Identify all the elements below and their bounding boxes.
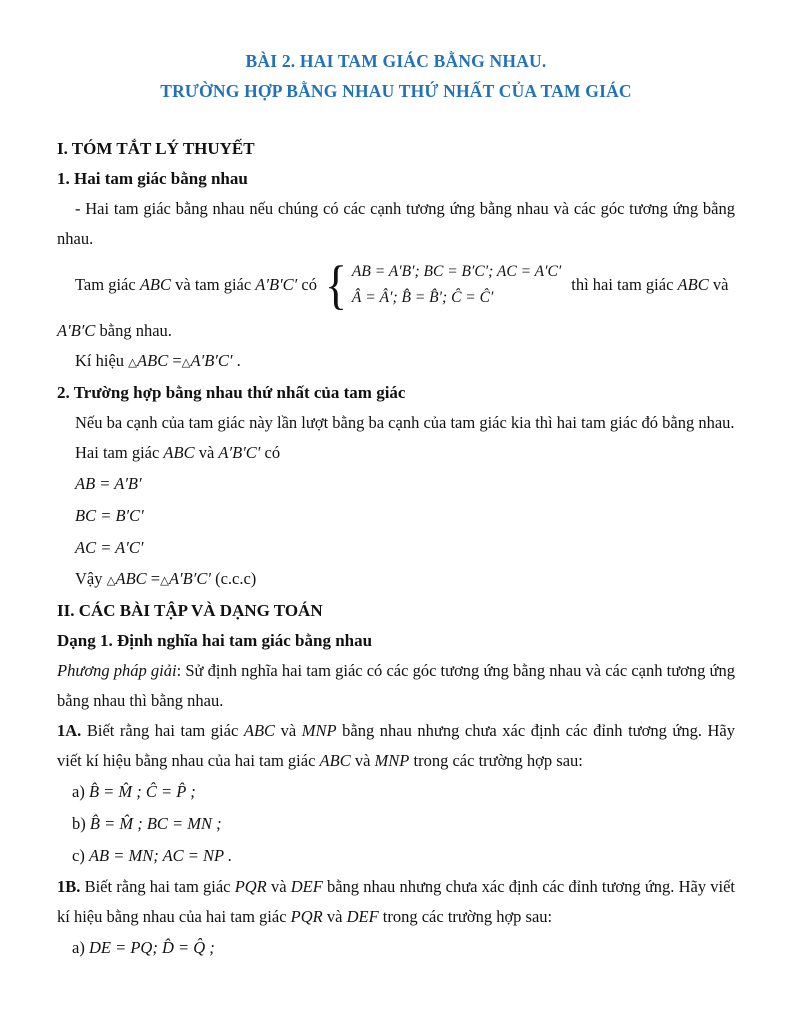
text-run: = xyxy=(146,569,161,588)
text-run: ABC xyxy=(163,443,195,462)
system-tail-text xyxy=(571,275,728,295)
text-run: trong các trường hợp sau: xyxy=(409,751,583,770)
system-line-angles: Â = Â′; B̂ = B̂′; Ĉ = Ĉ′ xyxy=(351,289,494,306)
text-run: a) xyxy=(72,938,89,957)
text-run: (c.c.c) xyxy=(210,569,257,588)
problem-1b-stem xyxy=(57,872,735,932)
text-run: : Sử định nghĩa hai tam giác có các góc tương ứng bằng nhau và các cạnh tương ứng bằng nhau thì bằng nhau. xyxy=(57,661,735,710)
text-run: DEF xyxy=(346,907,379,926)
text-run: và xyxy=(275,721,302,740)
text-run: ABC xyxy=(137,351,169,370)
text-run: và xyxy=(708,275,729,294)
text-run: . xyxy=(232,351,241,370)
text-run: có xyxy=(260,443,281,462)
text-run: ABC xyxy=(115,569,147,588)
text-run: c) xyxy=(72,846,89,865)
text-run: Tam giác xyxy=(75,275,140,294)
text-run: △ xyxy=(128,357,138,369)
text-run: 1A. xyxy=(57,721,82,740)
text-run: △ xyxy=(106,575,116,587)
definition-paragraph: - Hai tam giác bằng nhau nếu chúng có các cạnh tương ứng bằng nhau và các góc tương ứng bằng nhau. xyxy=(57,199,735,248)
text-run: A′B′C′ xyxy=(255,275,298,294)
text-run: trong các trường hợp sau: xyxy=(378,907,553,926)
notation-paragraph xyxy=(57,346,735,378)
text-run: △ xyxy=(160,575,169,587)
text-run: B̂ = M̂ ; BC = MN ; xyxy=(89,814,222,833)
text-run: Hai tam giác xyxy=(75,443,164,462)
text-run: bằng nhau nhưng chưa xác định các đỉnh tương ứng. Hãy viết kí hiệu bằng nhau của hai tam giác xyxy=(57,877,735,926)
system-equations xyxy=(352,259,561,311)
title-line-1: BÀI 2. HAI TAM GIÁC BẰNG NHAU. xyxy=(245,51,547,71)
system-continuation xyxy=(57,316,735,346)
text-run: và xyxy=(194,443,219,462)
text-run: DEF xyxy=(290,877,323,896)
text-run: ABC xyxy=(243,721,276,740)
text-run: bằng nhau nhưng chưa xác định các đỉnh tương ứng. Hãy viết kí hiệu bằng nhau của hai tam giác xyxy=(57,721,736,770)
text-run: A′B′C xyxy=(57,321,96,340)
system-lead-text xyxy=(57,275,317,295)
left-brace-glyph: { xyxy=(324,255,347,315)
text-run: 1B. xyxy=(57,877,81,896)
text-run: bằng nhau. xyxy=(95,321,172,340)
text-run: A′B′C′ xyxy=(218,443,261,462)
method-paragraph xyxy=(57,656,735,716)
problem-1b-item-a xyxy=(57,932,735,964)
equation-ac: AC = A′C′ xyxy=(75,538,144,557)
text-run: và tam giác xyxy=(171,275,256,294)
text-run: Vậy xyxy=(75,569,107,588)
text-run: = xyxy=(168,351,182,370)
problem-1a-item-c xyxy=(57,840,735,872)
text-run: thì hai tam giác xyxy=(571,275,678,294)
congruence-system-row xyxy=(57,254,735,316)
text-run: a) xyxy=(72,782,89,801)
text-run: Kí hiệu xyxy=(75,351,129,370)
text-run: AB = MN; AC = NP . xyxy=(88,846,233,865)
text-run: Biết rằng hai tam giác xyxy=(81,721,244,740)
text-run: và xyxy=(322,907,347,926)
text-run: A′B′C′ xyxy=(168,569,211,588)
title-line-2: TRƯỜNG HỢP BẰNG NHAU THỨ NHẤT CỦA TAM GIÁC xyxy=(160,81,632,101)
text-run: B̂ = M̂ ; Ĉ = P̂ ; xyxy=(88,782,196,801)
text-run: Biết rằng hai tam giác xyxy=(80,877,235,896)
problem-1a-item-a xyxy=(57,776,735,808)
text-run: A′B′C′ xyxy=(190,351,233,370)
problem-1a-item-b xyxy=(57,808,735,840)
system-line-sides: AB = A′B′; BC = B′C′; AC = A′C′ xyxy=(351,263,562,280)
section-theory-heading: I. TÓM TẮT LÝ THUYẾT xyxy=(57,139,255,158)
sss-setup-paragraph xyxy=(57,438,735,468)
subsection-1-heading: 1. Hai tam giác bằng nhau xyxy=(57,169,248,188)
text-run: MNP xyxy=(301,721,337,740)
document-title xyxy=(57,46,735,106)
text-run: MNP xyxy=(374,751,410,770)
text-run: △ xyxy=(181,357,191,369)
text-run: PQR xyxy=(234,877,267,896)
equation-ab: AB = A′B′ xyxy=(75,474,142,493)
problem-1a-stem xyxy=(57,716,735,776)
equation-bc: BC = B′C′ xyxy=(75,506,144,525)
sss-statement-paragraph: Nếu ba cạnh của tam giác này lần lượt bằng ba cạnh của tam giác kia thì hai tam giác đó bằng nhau. xyxy=(75,413,735,432)
dang1-heading: Dạng 1. Định nghĩa hai tam giác bằng nhau xyxy=(57,631,373,650)
sss-conclusion-paragraph xyxy=(57,564,735,596)
text-run: ABC xyxy=(319,751,351,770)
section-exercises-heading: II. CÁC BÀI TẬP VÀ DẠNG TOÁN xyxy=(57,601,323,620)
text-run: Phương pháp giải xyxy=(57,661,177,680)
text-run: b) xyxy=(72,814,90,833)
text-run: ABC xyxy=(677,275,709,294)
subsection-2-heading: 2. Trường hợp bằng nhau thứ nhất của tam giác xyxy=(57,383,406,402)
text-run: có xyxy=(297,275,317,294)
text-run: PQR xyxy=(290,907,323,926)
text-run: DE = PQ; D̂ = Q̂ ; xyxy=(88,938,215,957)
text-run: và xyxy=(266,877,291,896)
text-run: ABC xyxy=(139,275,171,294)
text-run: và xyxy=(350,751,375,770)
